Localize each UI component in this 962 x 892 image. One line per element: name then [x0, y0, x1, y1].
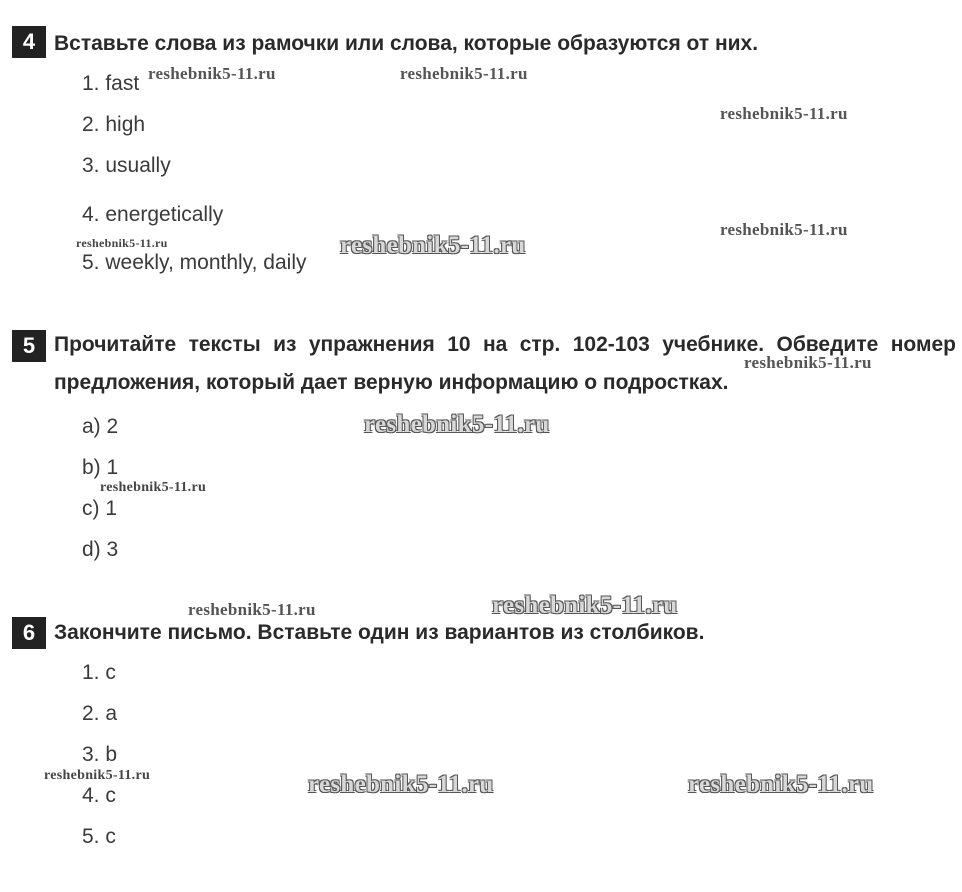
exercise-number-badge: 4	[12, 26, 46, 58]
answer-line: 2. a	[82, 702, 118, 725]
watermark: reshebnik5-11.ru	[720, 220, 848, 239]
answer-line: 5. weekly, monthly, daily	[82, 251, 307, 274]
answer-line: 5. c	[82, 825, 116, 848]
watermark: reshebnik5-11.ru	[188, 600, 316, 619]
watermark: reshebnik5-11.ru	[76, 236, 168, 250]
exercise-number-badge: 6	[12, 617, 46, 649]
watermark: reshebnik5-11.ru	[492, 592, 678, 619]
exercise-heading: Прочитайте тексты из упражнения 10 на стр. 102-103 учебнике. Обведите номер предложения, который дает верную информацию о подростках.	[54, 333, 956, 394]
exercise-heading: Закончите письмо. Вставьте один из вариантов из столбиков.	[54, 621, 705, 644]
answer-line: c) 1	[82, 497, 118, 520]
answer-line: b) 1	[82, 456, 119, 479]
watermark: reshebnik5-11.ru	[308, 771, 494, 798]
answer-line: 4. energetically	[82, 203, 224, 226]
watermark: reshebnik5-11.ru	[688, 771, 874, 798]
exercise-heading: Вставьте слова из рамочки или слова, которые образуются от них.	[54, 32, 759, 55]
answer-line: 3. usually	[82, 154, 171, 177]
watermark: reshebnik5-11.ru	[744, 353, 872, 372]
answer-line: d) 3	[82, 538, 119, 561]
answer-line: 2. high	[82, 113, 146, 136]
answer-line: 1. fast	[82, 72, 140, 95]
answer-line: 3. b	[82, 743, 118, 766]
answer-line: 1. c	[82, 661, 116, 684]
watermark: reshebnik5-11.ru	[148, 64, 276, 83]
watermark: reshebnik5-11.ru	[400, 64, 528, 83]
answer-line: 4. c	[82, 784, 116, 807]
watermark: reshebnik5-11.ru	[340, 232, 526, 259]
watermark: reshebnik5-11.ru	[44, 768, 151, 783]
exercise-number-badge: 5	[12, 330, 46, 362]
watermark: reshebnik5-11.ru	[720, 104, 848, 123]
watermark: reshebnik5-11.ru	[364, 411, 550, 438]
watermark: reshebnik5-11.ru	[100, 480, 207, 495]
answer-line: a) 2	[82, 415, 119, 438]
